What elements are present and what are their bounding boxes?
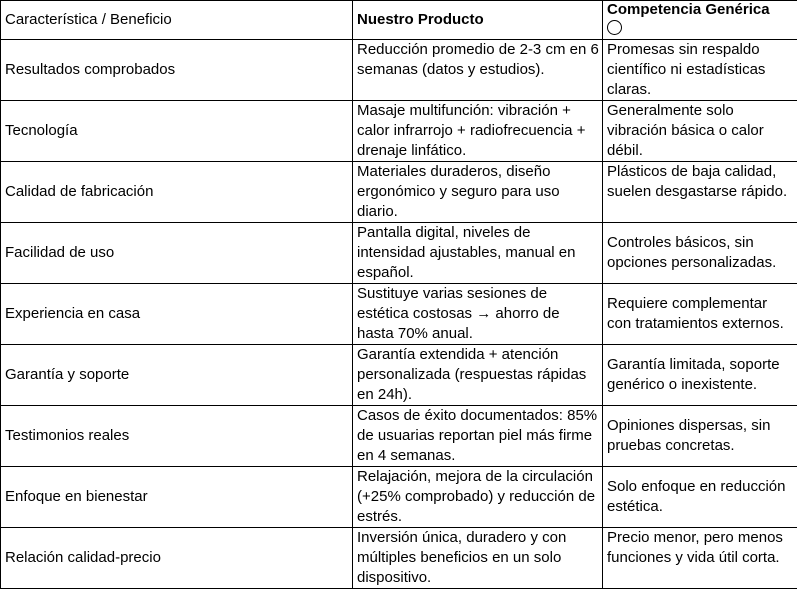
header-row: [1, 1, 797, 40]
table-row: [1, 162, 797, 223]
row-feature: Testimonios reales: [1, 406, 353, 467]
table-row: [1, 284, 797, 345]
table-row: [1, 406, 797, 467]
row-ours: Inversión única, duradero y con múltiples beneficios en un solo dispositivo.: [353, 528, 603, 589]
header-competition: Competencia Genérica: [607, 1, 770, 18]
row-competition: Generalmente solo vibración básica o calor débil.: [603, 101, 797, 162]
row-feature: Tecnología: [1, 101, 353, 162]
circle-icon: [607, 20, 622, 35]
table-row: [1, 40, 797, 101]
row-feature: Enfoque en bienestar: [1, 467, 353, 528]
row-ours: Casos de éxito documentados: 85% de usuarias reportan piel más firme en 4 semanas.: [353, 406, 603, 467]
row-ours: Relajación, mejora de la circulación (+25% comprobado) y reducción de estrés.: [353, 467, 603, 528]
row-ours: Masaje multifunción: vibración + calor infrarrojo + radiofrecuencia + drenaje linfático.: [353, 101, 603, 162]
row-feature: Garantía y soporte: [1, 345, 353, 406]
row-feature: Relación calidad-precio: [1, 528, 353, 589]
row-competition: Plásticos de baja calidad, suelen desgastarse rápido.: [603, 162, 797, 223]
row-ours: Garantía extendida + atención personalizada (respuestas rápidas en 24h).: [353, 345, 603, 406]
table-row: [1, 528, 797, 589]
table-row: [1, 467, 797, 528]
row-ours: Sustituye varias sesiones de estética costosas → ahorro de hasta 70% anual.: [353, 284, 603, 345]
row-competition: Controles básicos, sin opciones personalizadas.: [603, 223, 797, 284]
row-feature: Experiencia en casa: [1, 284, 353, 345]
table-row: [1, 345, 797, 406]
header-competition-cell: [603, 1, 797, 40]
header-feature: Característica / Beneficio: [1, 1, 353, 40]
row-ours: Reducción promedio de 2-3 cm en 6 semanas (datos y estudios).: [353, 40, 603, 101]
row-competition: Promesas sin respaldo científico ni estadísticas claras.: [603, 40, 797, 101]
row-feature: Facilidad de uso: [1, 223, 353, 284]
row-ours: Materiales duraderos, diseño ergonómico y seguro para uso diario.: [353, 162, 603, 223]
row-feature: Resultados comprobados: [1, 40, 353, 101]
row-competition: Garantía limitada, soporte genérico o inexistente.: [603, 345, 797, 406]
header-ours: Nuestro Producto: [353, 1, 603, 40]
table-row: [1, 223, 797, 284]
row-ours: Pantalla digital, niveles de intensidad ajustables, manual en español.: [353, 223, 603, 284]
table-row: [1, 101, 797, 162]
row-competition: Solo enfoque en reducción estética.: [603, 467, 797, 528]
row-competition: Precio menor, pero menos funciones y vida útil corta.: [603, 528, 797, 589]
row-competition: Opiniones dispersas, sin pruebas concretas.: [603, 406, 797, 467]
row-feature: Calidad de fabricación: [1, 162, 353, 223]
row-competition: Requiere complementar con tratamientos externos.: [603, 284, 797, 345]
